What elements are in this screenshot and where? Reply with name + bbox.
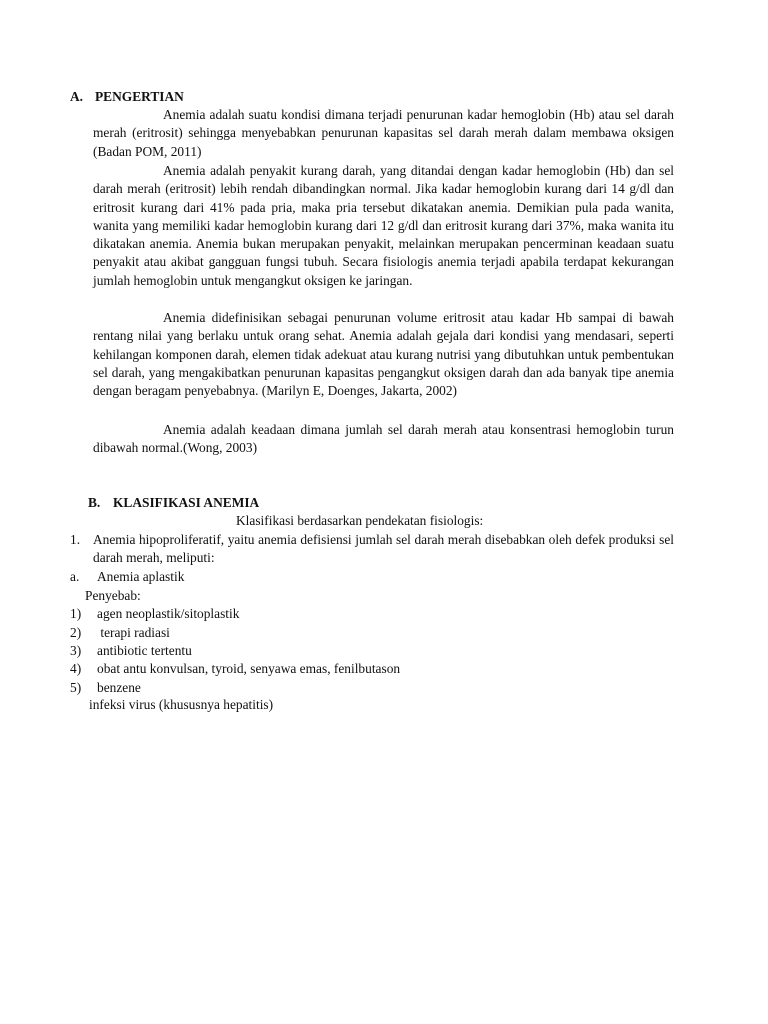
section-a-number: A.: [70, 89, 84, 104]
paragraph-definition-1: Anemia adalah suatu kondisi dimana terjadi penurunan kadar hemoglobin (Hb) atau sel darah merah (eritrosit) sehingga menyebabkan penurunan kapasitas sel darah merah dalam membawa oksigen (Badan POM, 2011): [93, 107, 674, 159]
cause-4-text: obat antu konvulsan, tyroid, senyawa emas, fenilbutason: [97, 661, 401, 676]
section-b-heading: [88, 494, 259, 512]
paragraph-definition-4: Anemia adalah keadaan dimana jumlah sel darah merah atau konsentrasi hemoglobin turun dibawah normal.(Wong, 2003): [93, 422, 674, 456]
cause-5-number: 5): [70, 680, 82, 695]
cause-3-text: antibiotic tertentu: [97, 643, 192, 658]
section-a-heading: [70, 88, 184, 106]
classification-intro: Klasifikasi berdasarkan pendekatan fisiologis:: [236, 513, 484, 528]
item-1-number: 1.: [70, 532, 81, 547]
cause-2-text: terapi radiasi: [97, 625, 170, 640]
section-b-title: KLASIFIKASI ANEMIA: [113, 495, 260, 510]
extra-cause-line: infeksi virus (khususnya hepatitis): [89, 697, 274, 712]
section-b-number: B.: [88, 495, 101, 510]
cause-1-number: 1): [70, 606, 82, 621]
cause-1-text: agen neoplastik/sitoplastik: [97, 606, 240, 621]
paragraph-definition-2: Anemia adalah penyakit kurang darah, yang ditandai dengan kadar hemoglobin (Hb) dan sel darah merah (eritrosit) lebih rendah dibandingkan normal. Jika kadar hemoglobin kurang dari 14 g/dl dan eritrosit kurang dari 41% pada pria, maka pria tersebut dikatakan anemia. Demikian pula pada wanita, wanita yang memiliki kadar hemoglobin kurang dari 12 g/dl dan eritrosit kurang dari 37%, maka wanita itu dikatakan anemia. Anemia bukan merupakan penyakit, melainkan merupakan pencerminan keadaan suatu penyakit atau akibat gangguan fungsi tubuh. Secara fisiologis anemia terjadi apabila terdapat kekurangan jumlah hemoglobin untuk mengangkut oksigen ke jaringan.: [93, 163, 674, 288]
cause-4-number: 4): [70, 661, 82, 676]
section-a-title: PENGERTIAN: [95, 89, 184, 104]
sub-item-a-text: Anemia aplastik: [97, 569, 185, 584]
cause-label: Penyebab:: [85, 588, 141, 603]
paragraph-definition-3: Anemia didefinisikan sebagai penurunan volume eritrosit atau kadar Hb sampai di bawah rentang nilai yang berlaku untuk orang sehat. Anemia adalah gejala dari kondisi yang mendasari, seperti kehilangan komponen darah, elemen tidak adekuat atau kurang nutrisi yang dibutuhkan untuk pembentukan sel darah, yang mengakibatkan penurunan kapasitas pengangkut oksigen darah dan ada banyak tipe anemia dengan beragam penyebabnya. (Marilyn E, Doenges, Jakarta, 2002): [93, 310, 674, 399]
cause-2-number: 2): [70, 625, 82, 640]
sub-item-a-number: a.: [70, 569, 80, 584]
cause-5-text: benzene: [97, 680, 141, 695]
item-1-text: Anemia hipoproliferatif, yaitu anemia defisiensi jumlah sel darah merah disebabkan oleh defek produksi sel darah merah, meliputi:: [93, 532, 674, 566]
cause-3-number: 3): [70, 643, 82, 658]
